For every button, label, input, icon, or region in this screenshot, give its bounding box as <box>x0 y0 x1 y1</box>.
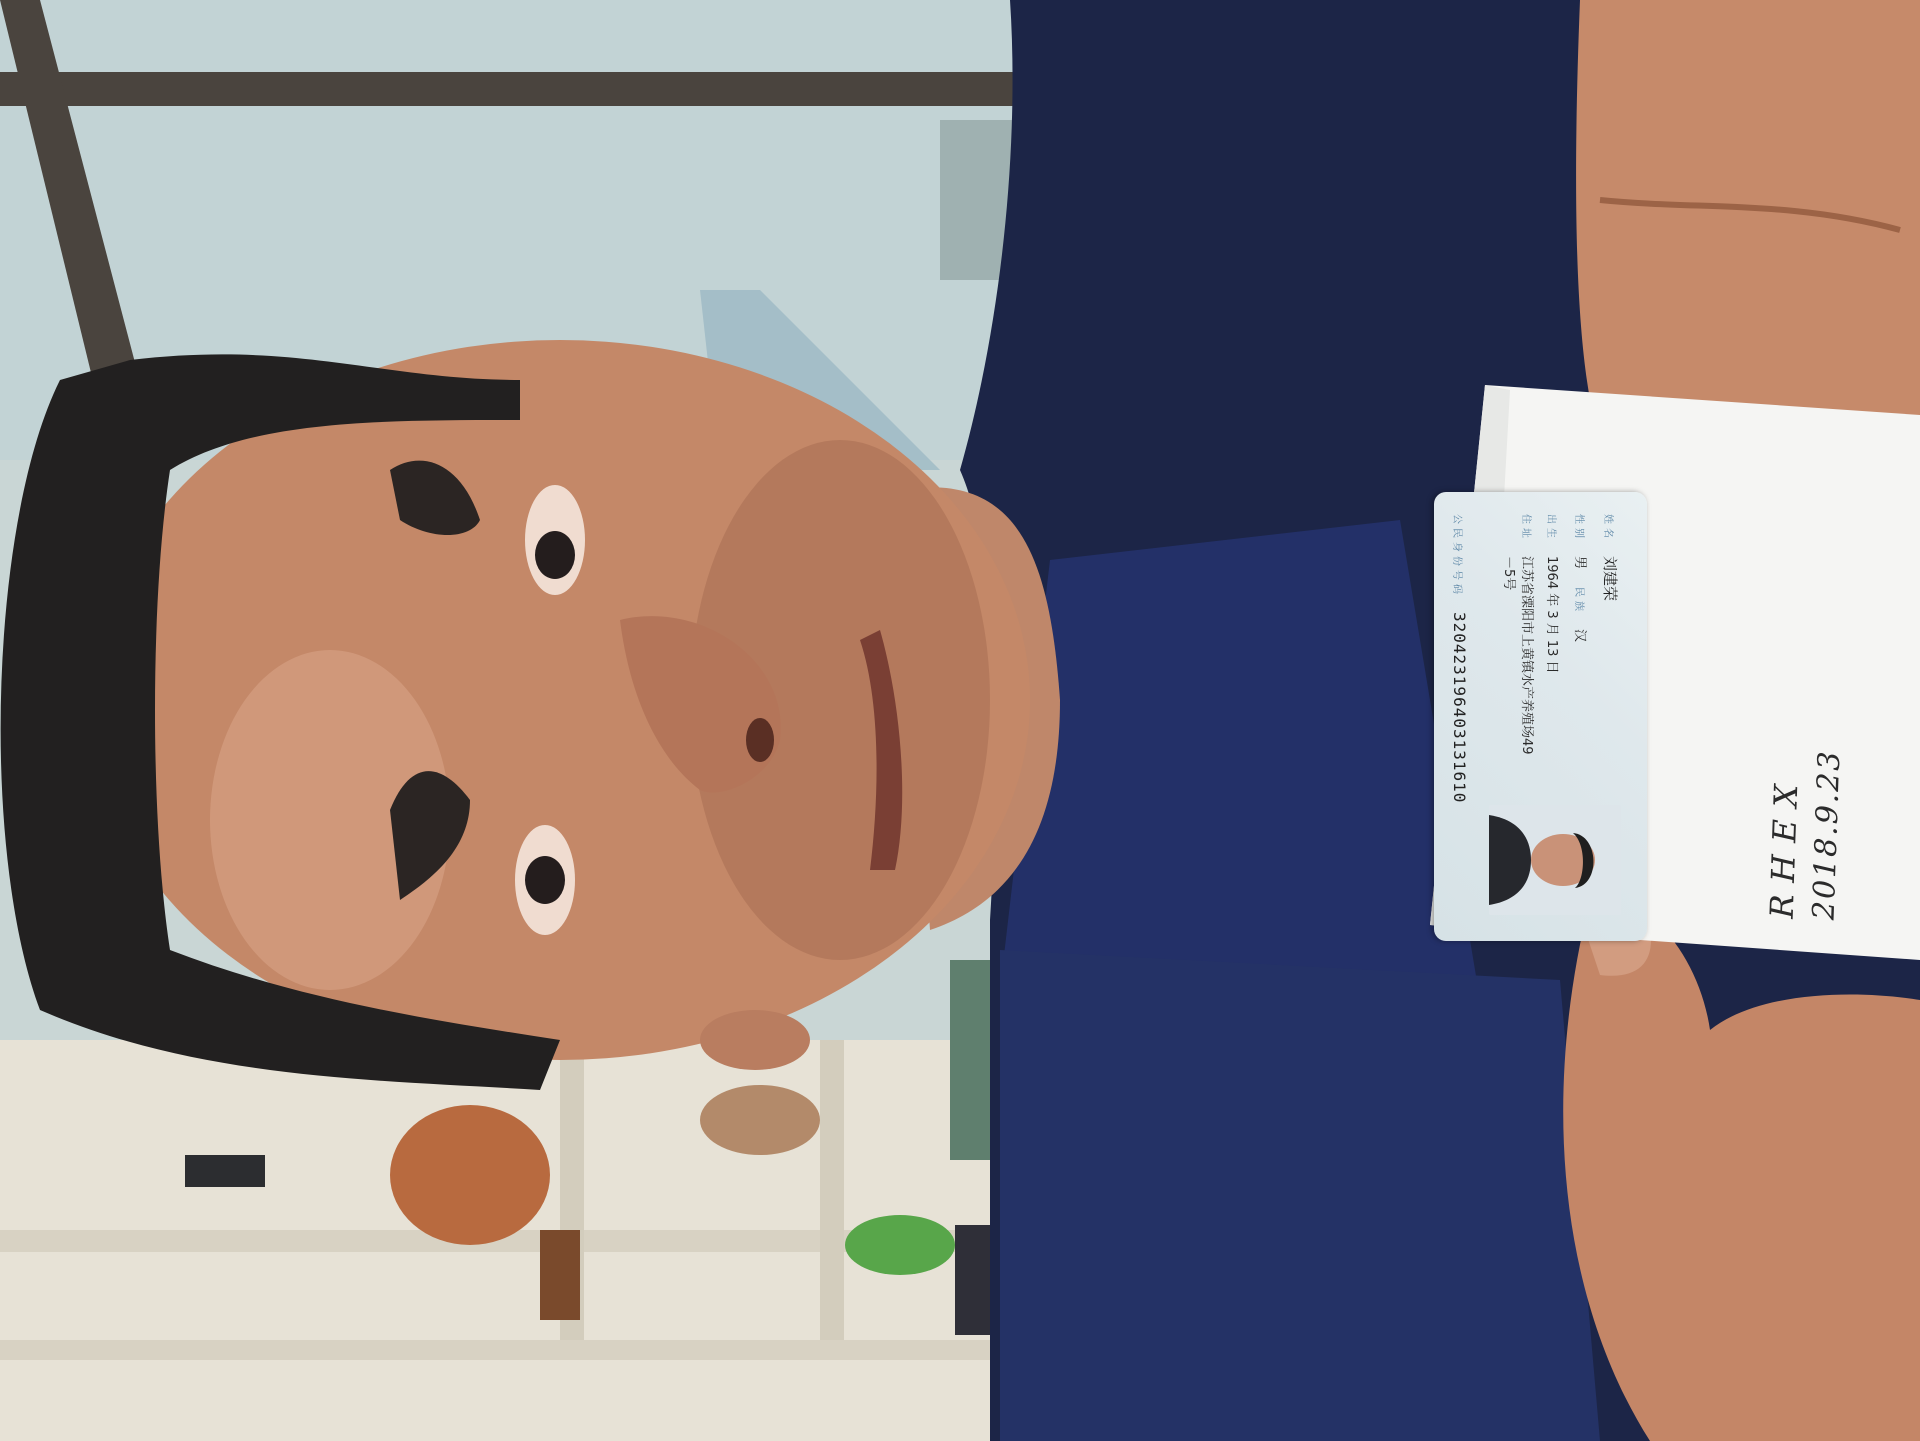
shelf-ornament-figure <box>390 1105 550 1245</box>
shelf-board-4 <box>0 1340 1150 1360</box>
id-card-number-row <box>1450 514 1469 803</box>
id-card-birth-row <box>1544 514 1563 674</box>
id-card <box>1434 492 1647 941</box>
eye-upper-iris <box>535 531 575 579</box>
ear <box>700 1010 810 1070</box>
id-card-address-row <box>1499 514 1535 756</box>
id-card-sex-row <box>1572 514 1591 642</box>
nostril <box>746 718 774 762</box>
handwritten-date: 2018.9.23 <box>1806 748 1848 921</box>
ethnicity-value: 汉 <box>1572 629 1587 643</box>
address-label: 住址 <box>1520 514 1531 542</box>
id-number-label: 公民身份号码 <box>1451 514 1462 598</box>
shelf-ornament-bowl <box>700 1085 820 1155</box>
eye-lower-iris <box>525 856 565 904</box>
shelf-box <box>540 1230 580 1320</box>
birth-label: 出生 <box>1545 514 1556 542</box>
shelf-board-3 <box>820 1040 844 1340</box>
sex-label: 性别 <box>1573 514 1584 542</box>
shelf-books-2 <box>955 1225 995 1335</box>
birth-value: 1964 年 3 月 13 日 <box>1544 556 1559 674</box>
shelf-vase <box>185 1155 265 1187</box>
window-frame-horizontal <box>0 72 1100 106</box>
portrait-icon <box>1489 805 1621 915</box>
ethnicity-label: 民族 <box>1573 587 1584 616</box>
id-number-value: 320423196403131610 <box>1450 612 1469 804</box>
name-label: 姓名 <box>1602 514 1613 542</box>
shirt-lower <box>1000 950 1600 1441</box>
handwritten-code: RHEX <box>1762 771 1806 920</box>
address-value: 江苏省溧阳市上黄镇水产养殖场49－5号 <box>1501 556 1534 755</box>
id-card-portrait <box>1489 805 1621 915</box>
sex-value: 男 <box>1572 556 1587 570</box>
handwritten-note <box>1762 748 1888 922</box>
id-card-name-row <box>1600 514 1621 601</box>
shelf-plant <box>845 1215 955 1275</box>
name-value: 刘建荣 <box>1601 556 1619 602</box>
